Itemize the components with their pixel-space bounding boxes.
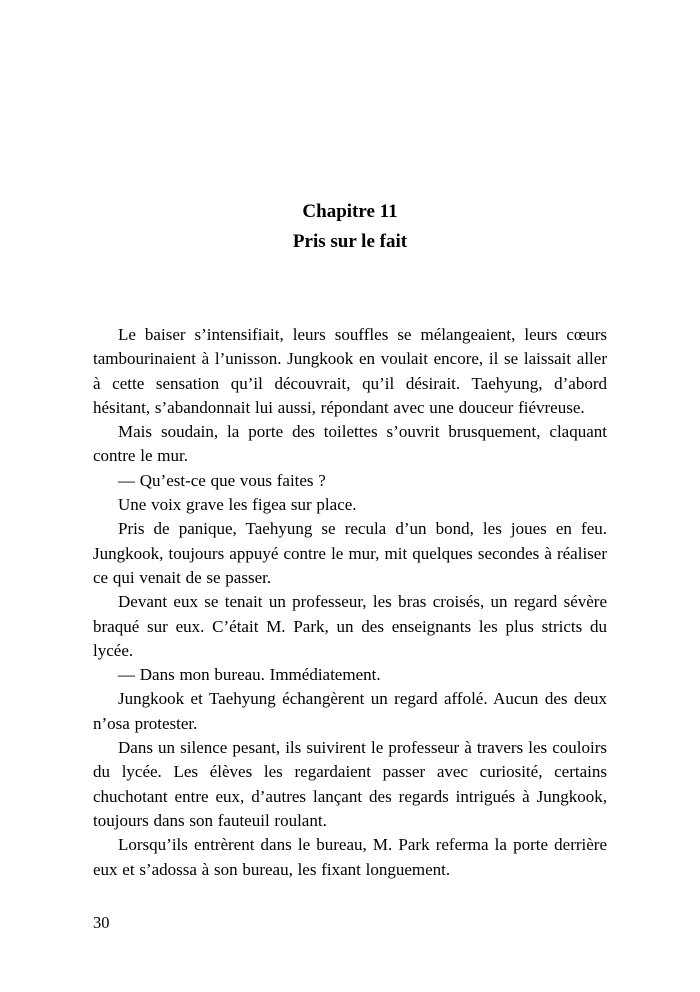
paragraph: Le baiser s’intensifiait, leurs souffles se mélangeaient, leurs cœurs tambourinaient à l’unisson. Jungkook en voulait encore, il se laissait aller à cette sensation qu’il découvrait, qu’il désirait. Taehyung, d’abord hésitant, s’abandonnait lui aussi, répondant avec une douceur fiévreuse. (93, 325, 607, 417)
paragraph: Jungkook et Taehyung échangèrent un regard affolé. Aucun des deux n’osa protester. (93, 689, 607, 733)
page-number: 30 (93, 913, 110, 932)
paragraph: Une voix grave les figea sur place. (118, 495, 357, 515)
text-column (93, 197, 607, 882)
body-text (93, 323, 607, 882)
chapter-heading (93, 197, 607, 257)
paragraph: Lorsqu’ils entrèrent dans le bureau, M. Park referma la porte derrière eux et s’adossa à son bureau, les fixant longuement. (93, 835, 607, 879)
paragraph: Devant eux se tenait un professeur, les bras croisés, un regard sévère braqué sur eux. C’était M. Park, un des enseignants les plus stricts du lycée. (93, 592, 607, 660)
paragraph: Pris de panique, Taehyung se recula d’un bond, les joues en feu. Jungkook, toujours appuyé contre le mur, mit quelques secondes à réaliser ce qui venait de se passer. (93, 519, 607, 587)
chapter-number: Chapitre 11 (302, 201, 398, 222)
chapter-title: Pris sur le fait (292, 231, 408, 252)
paragraph: Mais soudain, la porte des toilettes s’ouvrit brusquement, claquant contre le mur. (93, 422, 607, 466)
paragraph-dialogue: — Qu’est-ce que vous faites ? (118, 470, 326, 490)
paragraph: Dans un silence pesant, ils suivirent le professeur à travers les couloirs du lycée. Les élèves les regardaient passer avec curiosité, certains chuchotant entre eux, d’autres lançant des regards intrigués à Jungkook, toujours dans son fauteuil roulant. (93, 738, 607, 830)
paragraph-dialogue: — Dans mon bureau. Immédiatement. (118, 665, 381, 685)
